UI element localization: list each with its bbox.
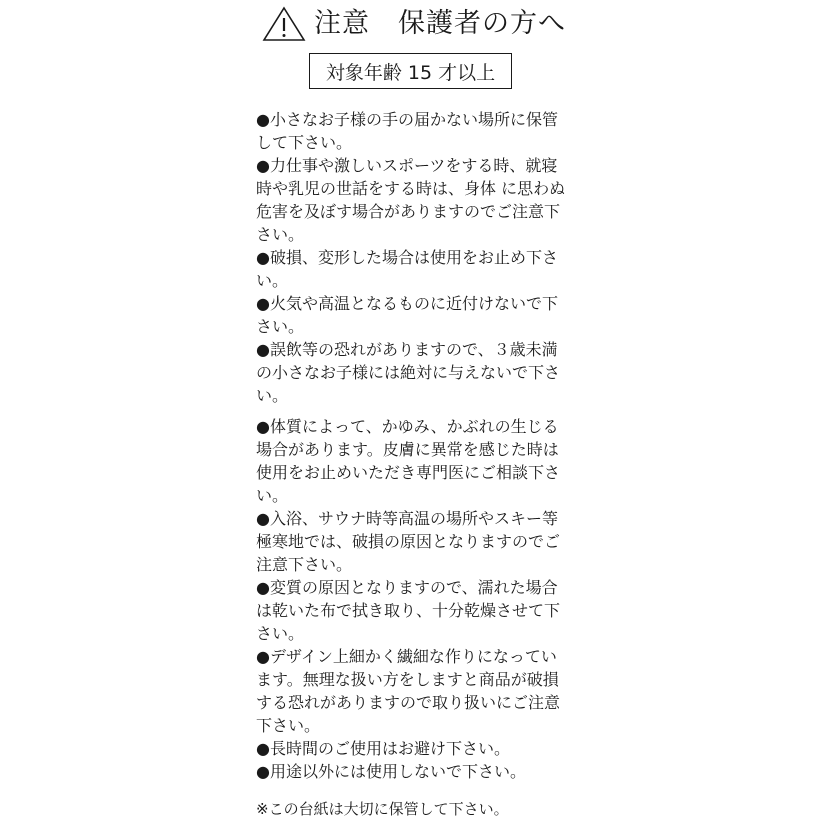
age-notice: 対象年齢 15 才以上 [325,61,496,84]
age-notice-box [309,53,512,89]
warning-triangle-icon [262,6,306,42]
caution-item: ●小さなお子様の手の届かない場所に保管して下さい。 [256,110,558,152]
caution-item: ●誤飲等の恐れがありますので、３歳未満の小さなお子様には絶対に与えないで下さい。 [256,340,561,405]
caution-list [256,108,572,783]
caution-item: ●体質によって、かゆみ、かぶれの生じる場合があります。皮膚に異常を感じた時は使用をお止めいただき専門医にご相談下さい。 [256,417,561,505]
caution-item: ●変質の原因となりますので、濡れた場合は乾いた布で拭き取り、十分乾燥させて下さい。 [256,578,561,643]
page-title: 注意 保護者の方へ [314,8,566,39]
caution-item: ●用途以外には使用しないで下さい。 [256,762,526,781]
caution-item: ●破損、変形した場合は使用をお止め下さい。 [256,248,558,290]
caution-item: ●力仕事や激しいスポーツをする時、就寝時や乳児の世話をする時は、身体 に思わぬ危害を及ぼす場合がありますのでご注意下さい。 [256,156,566,244]
caution-item: ●デザイン上細かく繊細な作りになっています。無理な扱い方をしますと商品が破損する恐れがありますので取り扱いにご注意下さい。 [256,647,561,735]
caution-item: ●入浴、サウナ時等高温の場所やスキー等極寒地では、破損の原因となりますのでご注意下さい。 [256,509,561,574]
caution-item: ●長時間のご使用はお避け下さい。 [256,739,510,758]
caution-item: ●火気や高温となるものに近付けないで下さい。 [256,294,558,336]
footer-note: ※この台紙は大切に保管して下さい。 [256,800,509,818]
header [0,4,828,44]
